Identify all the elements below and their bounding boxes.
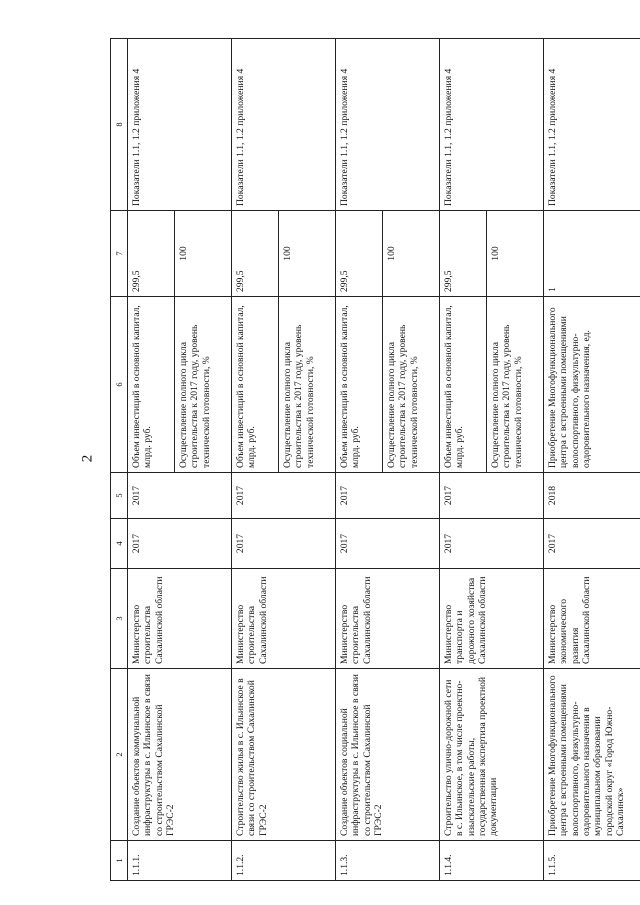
end-year: 2017 [440, 473, 544, 519]
header-cell: 5 [111, 473, 128, 519]
row-number: 1.1.5. [544, 841, 640, 881]
indicator-name: Объем инвестиций в основной капитал, млрд. руб. [128, 297, 175, 473]
header-cell: 2 [111, 669, 128, 841]
start-year: 2017 [544, 519, 640, 569]
table-row [544, 39, 640, 881]
indicator-link: Показатели 1.1, 1.2 приложения 4 [232, 39, 336, 211]
header-cell: 1 [111, 841, 128, 881]
indicator-name: Приобретение Многофункционального центра с встроенными помещениями волоспортивного, физкультурно-оздоровительного назначения, ед. [544, 297, 640, 473]
page-number: 2 [79, 454, 96, 463]
end-year: 2017 [232, 473, 336, 519]
indicator-value: 299,5 [232, 211, 279, 297]
start-year: 2017 [232, 519, 336, 569]
header-cell: 4 [111, 519, 128, 569]
indicator-link: Показатели 1.1, 1.2 приложения 4 [336, 39, 440, 211]
indicator-name: Объем инвестиций в основной капитал, млрд. руб. [336, 297, 383, 473]
indicator-link: Показатели 1.1, 1.2 приложения 4 [544, 39, 640, 211]
indicator-value: 299,5 [336, 211, 383, 297]
indicator-name: Объем инвестиций в основной капитал, млрд. руб. [232, 297, 279, 473]
executor: Министерство транспорта и дорожного хозяйства Сахалинской области [440, 569, 544, 669]
row-number: 1.1.2. [232, 841, 336, 881]
measures-table [110, 38, 640, 881]
table-row [336, 39, 383, 881]
measure-name: Создание объектов социальной инфраструктуры в с. Ильинское в связи со строительством Сахалинской ГРЭС-2 [336, 669, 440, 841]
indicator-value: 299,5 [440, 211, 487, 297]
indicator-name: Осуществление полного цикла строительства к 2017 году, уровень технической готовности, % [383, 297, 440, 473]
indicator-value: 100 [383, 211, 440, 297]
measure-name: Строительство улично-дорожной сети в с. Ильинское, в том числе проектно-изыскательские работы, государственная экспертиза проектной документации [440, 669, 544, 841]
rotated-page [110, 39, 626, 881]
indicator-value: 299,5 [128, 211, 175, 297]
executor: Министерство строительства Сахалинской области [128, 569, 232, 669]
indicator-name: Объем инвестиций в основной капитал, млрд. руб. [440, 297, 487, 473]
end-year: 2017 [336, 473, 440, 519]
end-year: 2017 [128, 473, 232, 519]
executor: Министерство строительства Сахалинской области [336, 569, 440, 669]
indicator-value: 100 [279, 211, 336, 297]
indicator-value: 100 [175, 211, 232, 297]
header-cell: 8 [111, 39, 128, 211]
indicator-name: Осуществление полного цикла строительства к 2017 году, уровень технической готовности, % [487, 297, 544, 473]
indicator-name: Осуществление полного цикла строительства к 2017 году, уровень технической готовности, % [175, 297, 232, 473]
row-number: 1.1.3. [336, 841, 440, 881]
end-year: 2018 [544, 473, 640, 519]
row-number: 1.1.1. [128, 841, 232, 881]
measure-name: Создание объектов коммунальной инфраструктуры в с. Ильинское в связи со строительством Сахалинской ГРЭС-2 [128, 669, 232, 841]
indicator-value: 1 [544, 211, 640, 297]
header-cell: 6 [111, 297, 128, 473]
start-year: 2017 [128, 519, 232, 569]
header-cell: 7 [111, 211, 128, 297]
header-row [111, 39, 128, 881]
indicator-value: 100 [487, 211, 544, 297]
measure-name: Строительство жилья в с. Ильинское в связи со строительством Сахалинской ГРЭС-2 [232, 669, 336, 841]
table-row [128, 39, 175, 881]
indicator-name: Осуществление полного цикла строительства к 2017 году, уровень технической готовности, % [279, 297, 336, 473]
executor: Министерство строительства Сахалинской области [232, 569, 336, 669]
executor: Министерство экономического развития Сахалинской области [544, 569, 640, 669]
measure-name: Приобретение Многофункционального центра с встроенными помещениями волоспортивного, физкультурно-оздоровительного назначения в муниципальном образовании городской округ «Город Южно-Сахалинск» [544, 669, 640, 841]
table-row [232, 39, 279, 881]
header-cell: 3 [111, 569, 128, 669]
indicator-link: Показатели 1.1, 1.2 приложения 4 [128, 39, 232, 211]
row-number: 1.1.4. [440, 841, 544, 881]
start-year: 2017 [336, 519, 440, 569]
indicator-link: Показатели 1.1, 1.2 приложения 4 [440, 39, 544, 211]
start-year: 2017 [440, 519, 544, 569]
table-row [440, 39, 487, 881]
